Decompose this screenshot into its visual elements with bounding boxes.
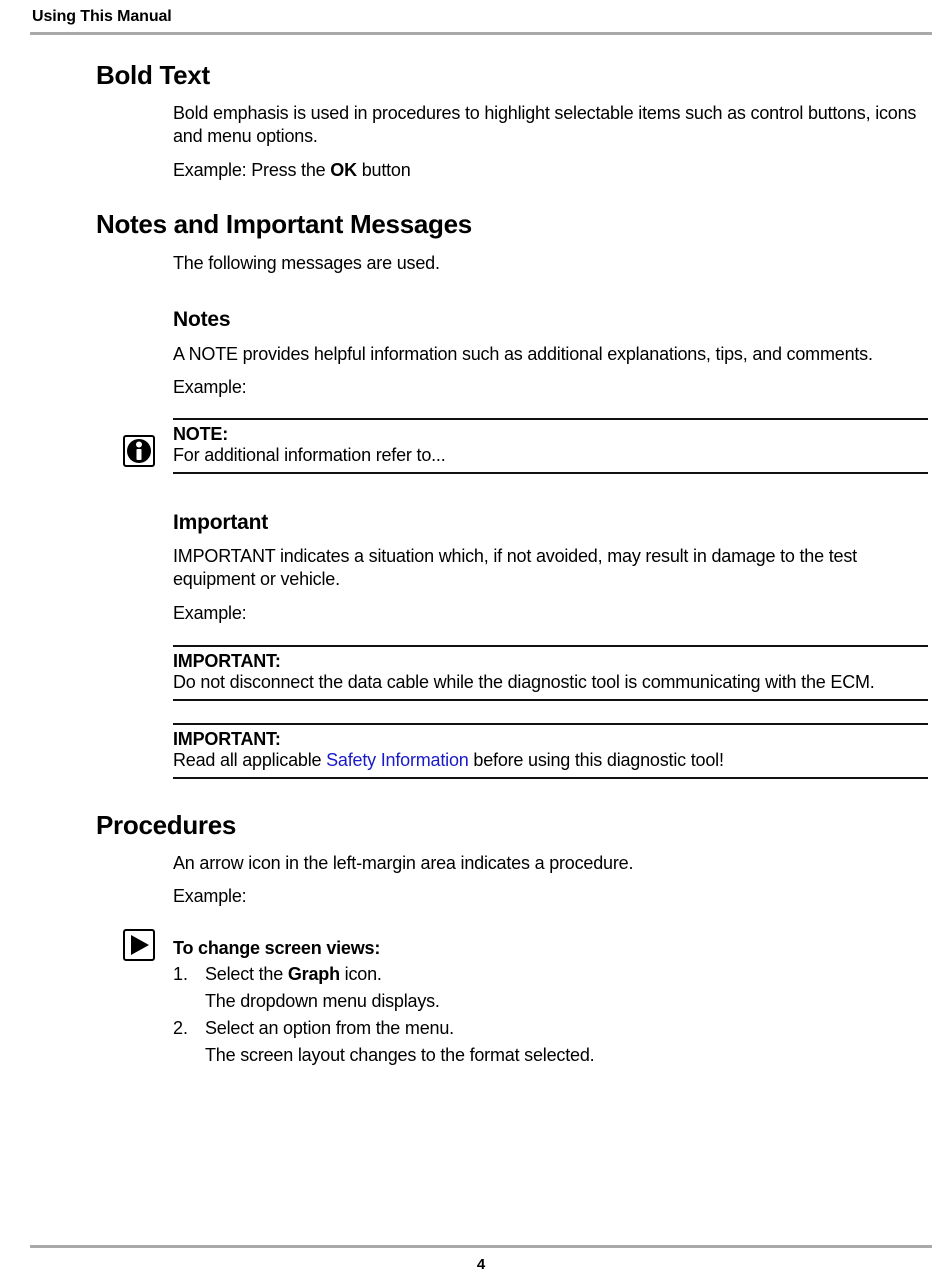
important-box-ecm (173, 645, 928, 701)
step-1-suffix: icon. (339, 964, 382, 984)
important-box-safety (173, 723, 928, 779)
safety-body-suffix: before using this diagnostic tool! (468, 750, 724, 770)
step-1-text (205, 964, 382, 985)
example-prefix: Example: Press the (173, 160, 331, 180)
bold-text-example (173, 159, 933, 182)
info-icon (123, 435, 155, 467)
notes-description: A NOTE provides helpful information such as additional explanations, tips, and comments. (173, 344, 873, 364)
step-2-number: 2. (173, 1018, 189, 1038)
footer-divider (30, 1245, 932, 1248)
procedures-description: An arrow icon in the left-margin area indicates a procedure. (173, 853, 634, 873)
note-box-title: NOTE: (173, 424, 228, 444)
heading-important: Important (173, 511, 269, 534)
heading-notes-and-important-messages: Notes and Important Messages (96, 209, 472, 239)
important-description (173, 545, 933, 591)
header-divider (30, 32, 932, 35)
step-1-result: The dropdown menu displays. (205, 991, 440, 1011)
notes-example-label: Example: (173, 377, 247, 397)
note-box (173, 418, 928, 474)
step-1-bold-graph: Graph (287, 964, 340, 984)
bold-text-paragraph (173, 102, 933, 148)
heading-notes: Notes (173, 308, 231, 331)
note-box-body: For additional information refer to... (173, 445, 446, 465)
bold-text-paragraph-line1: Bold emphasis is used in procedures to highlight selectable items such as control buttons, icons (173, 103, 917, 123)
important-description-line1: IMPORTANT indicates a situation which, if not avoided, may result in damage to the test (173, 546, 857, 566)
procedure-title: To change screen views: (173, 938, 381, 958)
step-2-result: The screen layout changes to the format selected. (205, 1045, 595, 1065)
safety-information-link[interactable]: Safety Information (326, 750, 469, 770)
example-bold-ok: OK (330, 160, 357, 180)
important-box-ecm-title: IMPORTANT: (173, 651, 281, 671)
important-box-ecm-body: Do not disconnect the data cable while the diagnostic tool is communicating with the ECM. (173, 672, 875, 692)
bold-text-paragraph-line2: and menu options. (173, 126, 318, 146)
safety-body-prefix: Read all applicable (173, 750, 327, 770)
important-box-safety-title: IMPORTANT: (173, 729, 281, 749)
example-suffix: button (356, 160, 411, 180)
arrow-right-icon (123, 929, 155, 961)
step-2-text: Select an option from the menu. (205, 1018, 454, 1038)
running-header: Using This Manual (32, 8, 172, 25)
messages-intro: The following messages are used. (173, 253, 440, 273)
procedures-example-label: Example: (173, 886, 247, 906)
important-description-line2: equipment or vehicle. (173, 569, 340, 589)
page-number: 4 (476, 1256, 486, 1273)
heading-bold-text: Bold Text (96, 60, 210, 90)
step-1-number: 1. (173, 964, 189, 984)
heading-procedures: Procedures (96, 810, 237, 840)
important-box-safety-body (173, 749, 928, 771)
important-example-label: Example: (173, 603, 247, 623)
step-1-prefix: Select the (205, 964, 288, 984)
